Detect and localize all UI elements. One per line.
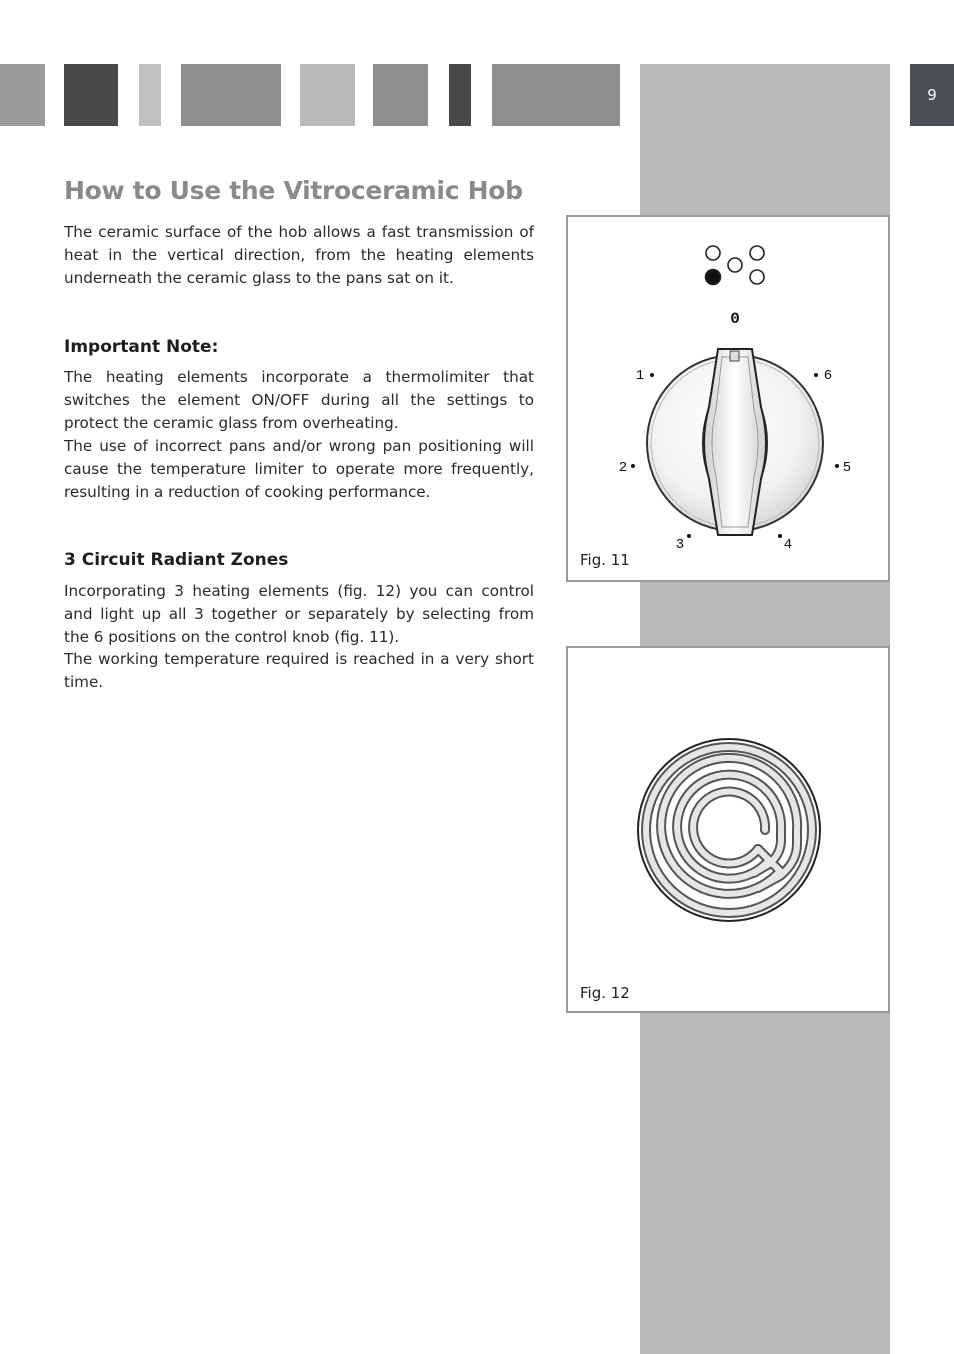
figure-11-caption: Fig. 11: [580, 551, 630, 569]
figure-12-caption: Fig. 12: [580, 984, 630, 1002]
header-bar-4: [181, 64, 281, 126]
knob-position-4: 4: [783, 537, 793, 553]
radiant-element-diagram: [568, 648, 888, 1011]
header-bar-1: [0, 64, 45, 126]
zone-indicator-icon: [706, 246, 765, 285]
radiant-zones-paragraph-2: The working temperature required is reached in a very short time.: [64, 650, 534, 691]
knob-position-6: 6: [823, 368, 833, 384]
page-title: How to Use the Vitroceramic Hob: [64, 176, 523, 205]
figure-12: [566, 646, 890, 1013]
knob-zero-label: 0: [730, 310, 740, 328]
radiant-zones-heading: 3 Circuit Radiant Zones: [64, 550, 289, 570]
knob-position-5: 5: [842, 460, 852, 476]
knob-position-3: 3: [675, 537, 685, 553]
header-bar-5: [300, 64, 355, 126]
important-note-paragraph-1: The heating elements incorporate a thermolimiter that switches the element ON/OFF during all the settings to protect the ceramic glass from overheating.: [64, 368, 534, 432]
knob-grip: [704, 349, 766, 535]
header-bar-7: [449, 64, 471, 126]
knob-pointer-icon: [730, 351, 739, 361]
important-note-heading: Important Note:: [64, 337, 219, 357]
page-number: 9: [910, 64, 954, 126]
header-bar-6: [373, 64, 428, 126]
important-note-paragraph-2: The use of incorrect pans and/or wrong pan positioning will cause the temperature limiter to operate more frequently, resulting in a reduction of cooking performance.: [64, 437, 534, 501]
header-bar-8: [492, 64, 620, 126]
figure-11: [566, 215, 890, 582]
header-bar-2: [64, 64, 118, 126]
radiant-zones-paragraph-1: Incorporating 3 heating elements (fig. 12) you can control and light up all 3 together or separately by selecting from the 6 positions on the control knob (fig. 11).: [64, 582, 534, 646]
knob-position-2: 2: [618, 460, 628, 476]
control-knob-diagram: [568, 217, 888, 580]
knob-position-1: 1: [635, 368, 645, 384]
intro-paragraph: The ceramic surface of the hob allows a fast transmission of heat in the vertical direction, from the heating elements underneath the ceramic glass to the pans sat on it.: [64, 223, 534, 287]
header-bar-3: [139, 64, 161, 126]
